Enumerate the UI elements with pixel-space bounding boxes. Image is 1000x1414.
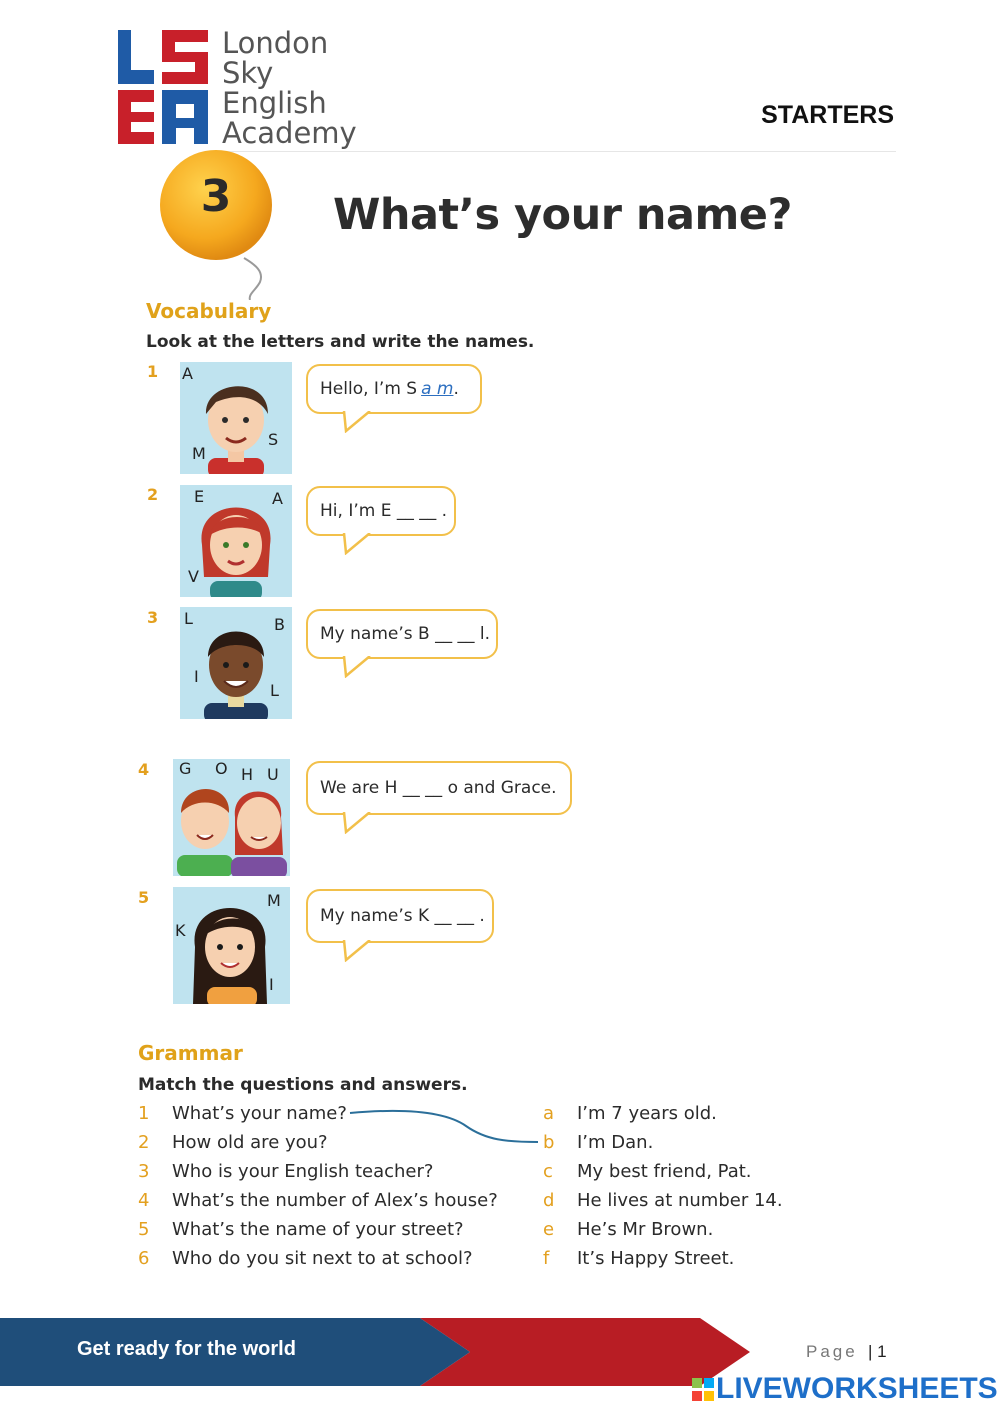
speech-tail-icon	[340, 656, 374, 678]
answer-letter: b	[543, 1132, 555, 1153]
unit-number: 3	[200, 171, 232, 222]
question-row	[138, 1215, 498, 1244]
question-number: 2	[138, 1132, 150, 1153]
answer-letter: d	[543, 1190, 555, 1211]
question-text: How old are you?	[172, 1132, 328, 1153]
answer-letter: e	[543, 1219, 555, 1240]
letter: E	[194, 487, 205, 506]
page-number: | 1	[868, 1342, 887, 1361]
question-number: 6	[138, 1248, 150, 1269]
grammar-heading: Grammar	[138, 1041, 243, 1065]
question-row	[138, 1186, 498, 1215]
answer-text: My best friend, Pat.	[577, 1161, 752, 1182]
speech-bubble	[306, 486, 456, 536]
header-divider	[208, 151, 896, 152]
grammar-instruction: Match the questions and answers.	[138, 1075, 468, 1095]
answer-letter: f	[543, 1248, 550, 1269]
answer-letter: c	[543, 1161, 553, 1182]
page-title: What’s your name?	[333, 190, 792, 240]
question-row	[138, 1157, 498, 1186]
question-text: What’s your name?	[172, 1103, 347, 1124]
man-picture	[180, 607, 292, 719]
footer-slogan: Get ready for the world	[77, 1338, 296, 1360]
item-number: 1	[147, 362, 159, 381]
children-picture	[173, 759, 290, 876]
speech-bubble	[306, 609, 498, 659]
letter: B	[274, 615, 285, 634]
letter: S	[268, 430, 279, 449]
bubble-text: My name’s B __ __ l.	[320, 624, 491, 644]
answer-row	[543, 1186, 783, 1215]
speech-tail-icon	[340, 533, 374, 555]
letter: O	[215, 759, 228, 778]
letter: V	[188, 567, 199, 586]
question-text: Who do you sit next to at school?	[172, 1248, 473, 1269]
letter: I	[269, 975, 274, 994]
item-number: 2	[147, 485, 159, 504]
answer-letter: a	[543, 1103, 555, 1124]
answer-row	[543, 1215, 783, 1244]
letter: M	[192, 444, 206, 463]
letter: I	[194, 667, 199, 686]
answer-row	[543, 1157, 783, 1186]
answer-text: He’s Mr Brown.	[577, 1219, 714, 1240]
academy-logo-icon	[118, 30, 208, 144]
question-text: What’s the name of your street?	[172, 1219, 464, 1240]
letter: H	[241, 765, 254, 784]
page-label: Page	[806, 1342, 858, 1361]
question-text: What’s the number of Alex’s house?	[172, 1190, 498, 1211]
letter: M	[267, 891, 281, 910]
liveworksheets-logo-icon	[692, 1378, 714, 1404]
answer-text: I’m Dan.	[577, 1132, 654, 1153]
logo-line: Sky	[222, 56, 274, 90]
question-number: 4	[138, 1190, 150, 1211]
woman-picture	[173, 887, 290, 1004]
vocabulary-instruction: Look at the letters and write the names.	[146, 332, 535, 352]
logo-line: Academy	[222, 116, 357, 150]
answer-text: I’m 7 years old.	[577, 1103, 717, 1124]
speech-tail-icon	[340, 812, 374, 834]
bubble-text: We are H __ __ o and Grace.	[320, 778, 557, 798]
logo-line: London	[222, 26, 329, 60]
watermark: LIVEWORKSHEETS	[716, 1372, 998, 1405]
letter: L	[184, 609, 193, 628]
answers-list	[543, 1099, 783, 1273]
bubble-text: My name’s K __ __ .	[320, 906, 485, 926]
question-row	[138, 1244, 498, 1273]
item-number: 4	[138, 760, 150, 779]
match-line[interactable]	[346, 1104, 542, 1148]
letter: L	[270, 681, 279, 700]
answer-row	[543, 1128, 783, 1157]
answer-text: It’s Happy Street.	[577, 1248, 735, 1269]
girl-picture	[180, 485, 292, 597]
item-number: 5	[138, 888, 150, 907]
answer-text: He lives at number 14.	[577, 1190, 783, 1211]
speech-bubble	[306, 889, 494, 943]
question-text: Who is your English teacher?	[172, 1161, 434, 1182]
answer-row	[543, 1099, 783, 1128]
letter: U	[267, 765, 279, 784]
letter: A	[272, 489, 283, 508]
vocabulary-heading: Vocabulary	[146, 299, 272, 323]
question-number: 3	[138, 1161, 150, 1182]
filled-answer[interactable]: a m	[421, 379, 454, 399]
question-number: 1	[138, 1103, 150, 1124]
letter: G	[179, 759, 192, 778]
answer-row	[543, 1244, 783, 1273]
bubble-text: Hi, I’m E __ __ .	[320, 501, 448, 521]
level-label: STARTERS	[761, 101, 894, 129]
bubble-text: Hello, I’m S	[320, 379, 418, 399]
speech-bubble	[306, 364, 482, 414]
item-number: 3	[147, 608, 159, 627]
speech-bubble	[306, 761, 572, 815]
speech-tail-icon	[340, 940, 374, 962]
boy-picture	[180, 362, 292, 474]
letter: K	[175, 921, 186, 940]
academy-name	[222, 28, 357, 148]
letter: A	[182, 364, 193, 383]
speech-tail-icon	[340, 411, 374, 433]
bubble-text: .	[453, 379, 459, 399]
question-number: 5	[138, 1219, 150, 1240]
logo-line: English	[222, 86, 327, 120]
